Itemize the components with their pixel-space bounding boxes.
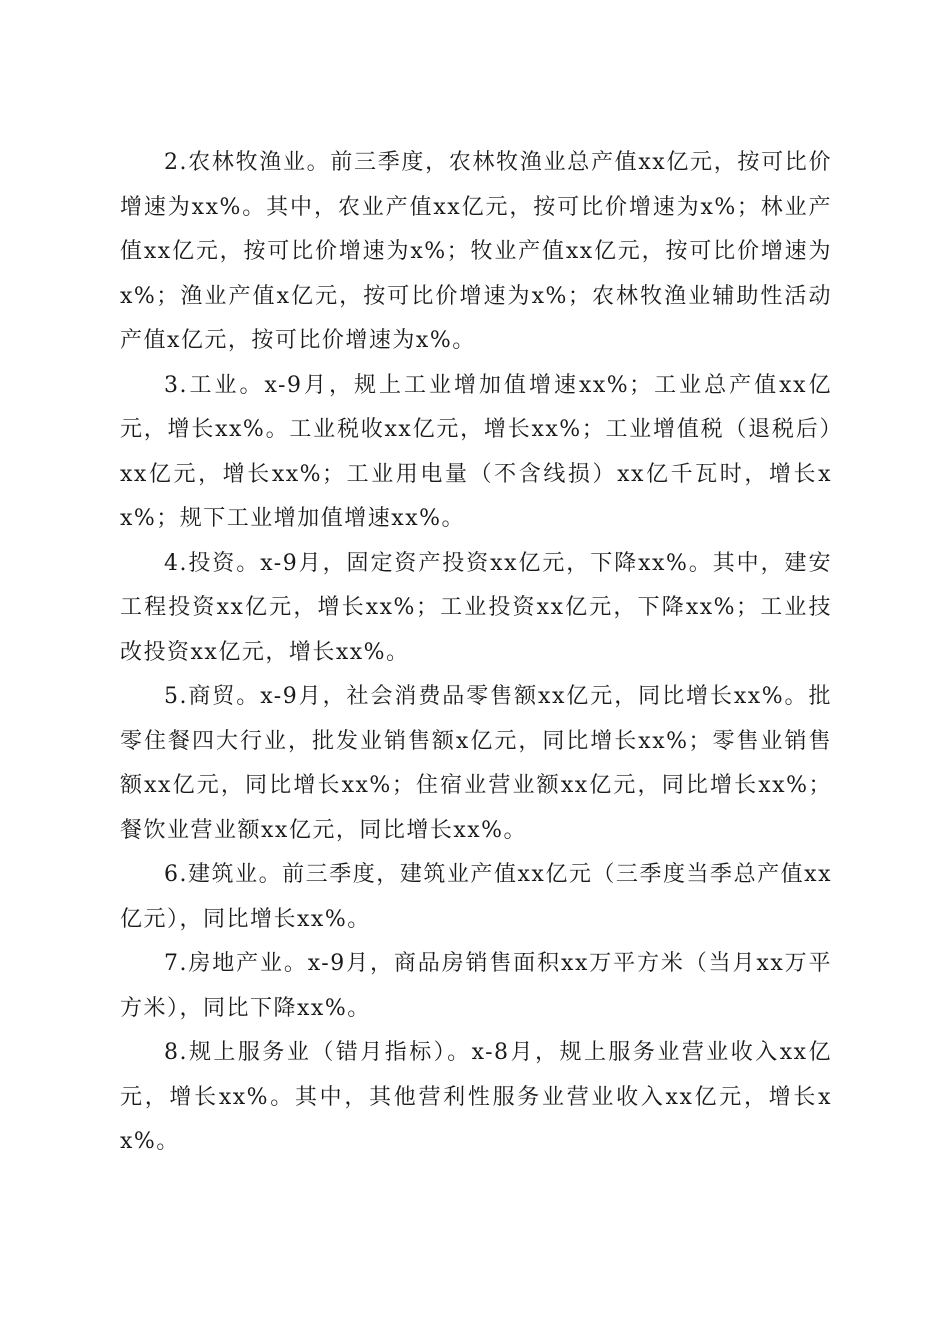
- paragraph-industry: 3.工业。x-9月，规上工业增加值增速xx%；工业总产值xx亿元，增长xx%。工业税收xx亿元，增长xx%；工业增值税（退税后）xx亿元，增长xx%；工业用电量（不含线损）xx亿千瓦时，增长xx%；规下工业增加值增速xx%。: [120, 372, 832, 531]
- paragraph-investment: 4.投资。x-9月，固定资产投资xx亿元，下降xx%。其中，建安工程投资xx亿元，增长xx%；工业投资xx亿元，下降xx%；工业技改投资xx亿元，增长xx%。: [120, 550, 832, 665]
- paragraph-services: 8.规上服务业（错月指标）。x-8月，规上服务业营业收入xx亿元，增长xx%。其中，其他营利性服务业营业收入xx亿元，增长xx%。: [120, 1040, 832, 1154]
- paragraph-commerce: 5.商贸。x-9月，社会消费品零售额xx亿元，同比增长xx%。批零住餐四大行业，批发业销售额x亿元，同比增长xx%；零售业销售额xx亿元，同比增长xx%；住宿业营业额xx亿元，同比增长xx%；餐饮业营业额xx亿元，同比增长xx%。: [120, 684, 832, 843]
- paragraph-real-estate: 7.房地产业。x-9月，商品房销售面积xx万平方米（当月xx万平方米），同比下降xx%。: [120, 951, 832, 1021]
- paragraph-agriculture: 2.农林牧渔业。前三季度，农林牧渔业总产值xx亿元，按可比价增速为xx%。其中，农业产值xx亿元，按可比价增速为x%；林业产值xx亿元，按可比价增速为x%；牧业产值xx亿元，按可比价增速为x%；渔业产值x亿元，按可比价增速为x%；农林牧渔业辅助性活动产值x亿元，按可比价增速为x%。: [120, 150, 832, 353]
- paragraph-construction: 6.建筑业。前三季度，建筑业产值xx亿元（三季度当季总产值xx亿元），同比增长xx%。: [120, 862, 832, 932]
- document-body: [120, 141, 832, 1165]
